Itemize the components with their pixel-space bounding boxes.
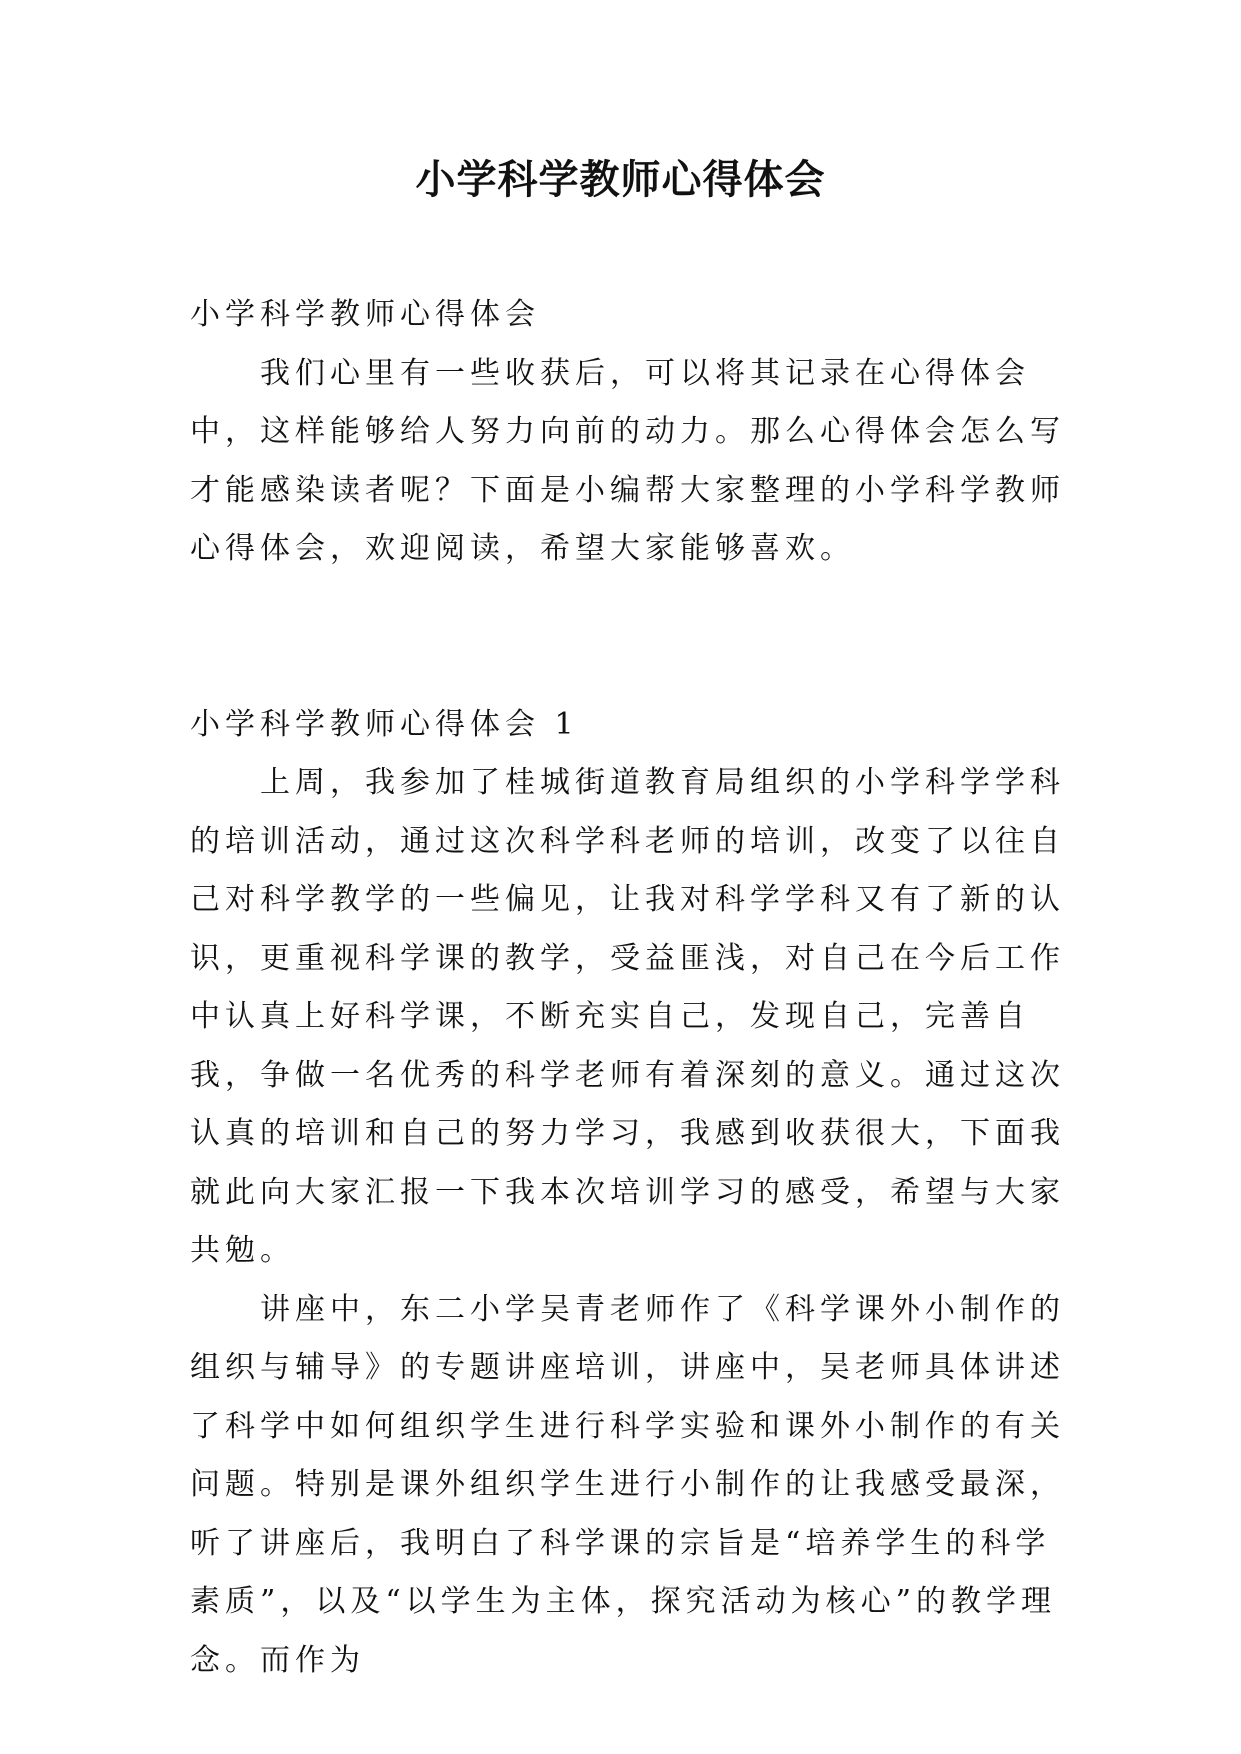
section-spacer (190, 579, 1070, 696)
section-1-heading: 小学科学教师心得体会 1 (190, 706, 579, 742)
section-1-paragraph-1: 上周，我参加了桂城街道教育局组织的小学科学学科的培训活动，通过这次科学科老师的培训，改变了以往自己对科学教学的一些偏见，让我对科学学科又有了新的认识，更重视科学课的教学，受益匪浅，对自己在今后工作中认真上好科学课，不断充实自己，发现自己，完善自我，争做一名优秀的科学老师有着深刻的意义。通过这次认真的培训和自己的努力学习，我感到收获很大，下面我就此向大家汇报一下我本次培训学习的感受，希望与大家共勉。 (190, 765, 1065, 1268)
document-title: 小学科学教师心得体会 (415, 156, 826, 203)
section-1-paragraph-2: 讲座中，东二小学吴青老师作了《科学课外小制作的组织与辅导》的专题讲座培训，讲座中，吴老师具体讲述了科学中如何组织学生进行科学实验和课外小制作的有关问题。特别是课外组织学生进行小制作的让我感受最深，听了讲座后，我明白了科学课的宗旨是“培养学生的科学素质”，以及“以学生为主体，探究活动为核心”的教学理念。而作为 (190, 1291, 1065, 1678)
intro-paragraph: 我们心里有一些收获后，可以将其记录在心得体会中，这样能够给人努力向前的动力。那么心得体会怎么写才能感染读者呢？下面是小编帮大家整理的小学科学教师心得体会，欢迎阅读，希望大家能够喜欢。 (190, 355, 1065, 566)
document-body (190, 286, 1070, 1690)
intro-heading: 小学科学教师心得体会 (190, 297, 540, 332)
